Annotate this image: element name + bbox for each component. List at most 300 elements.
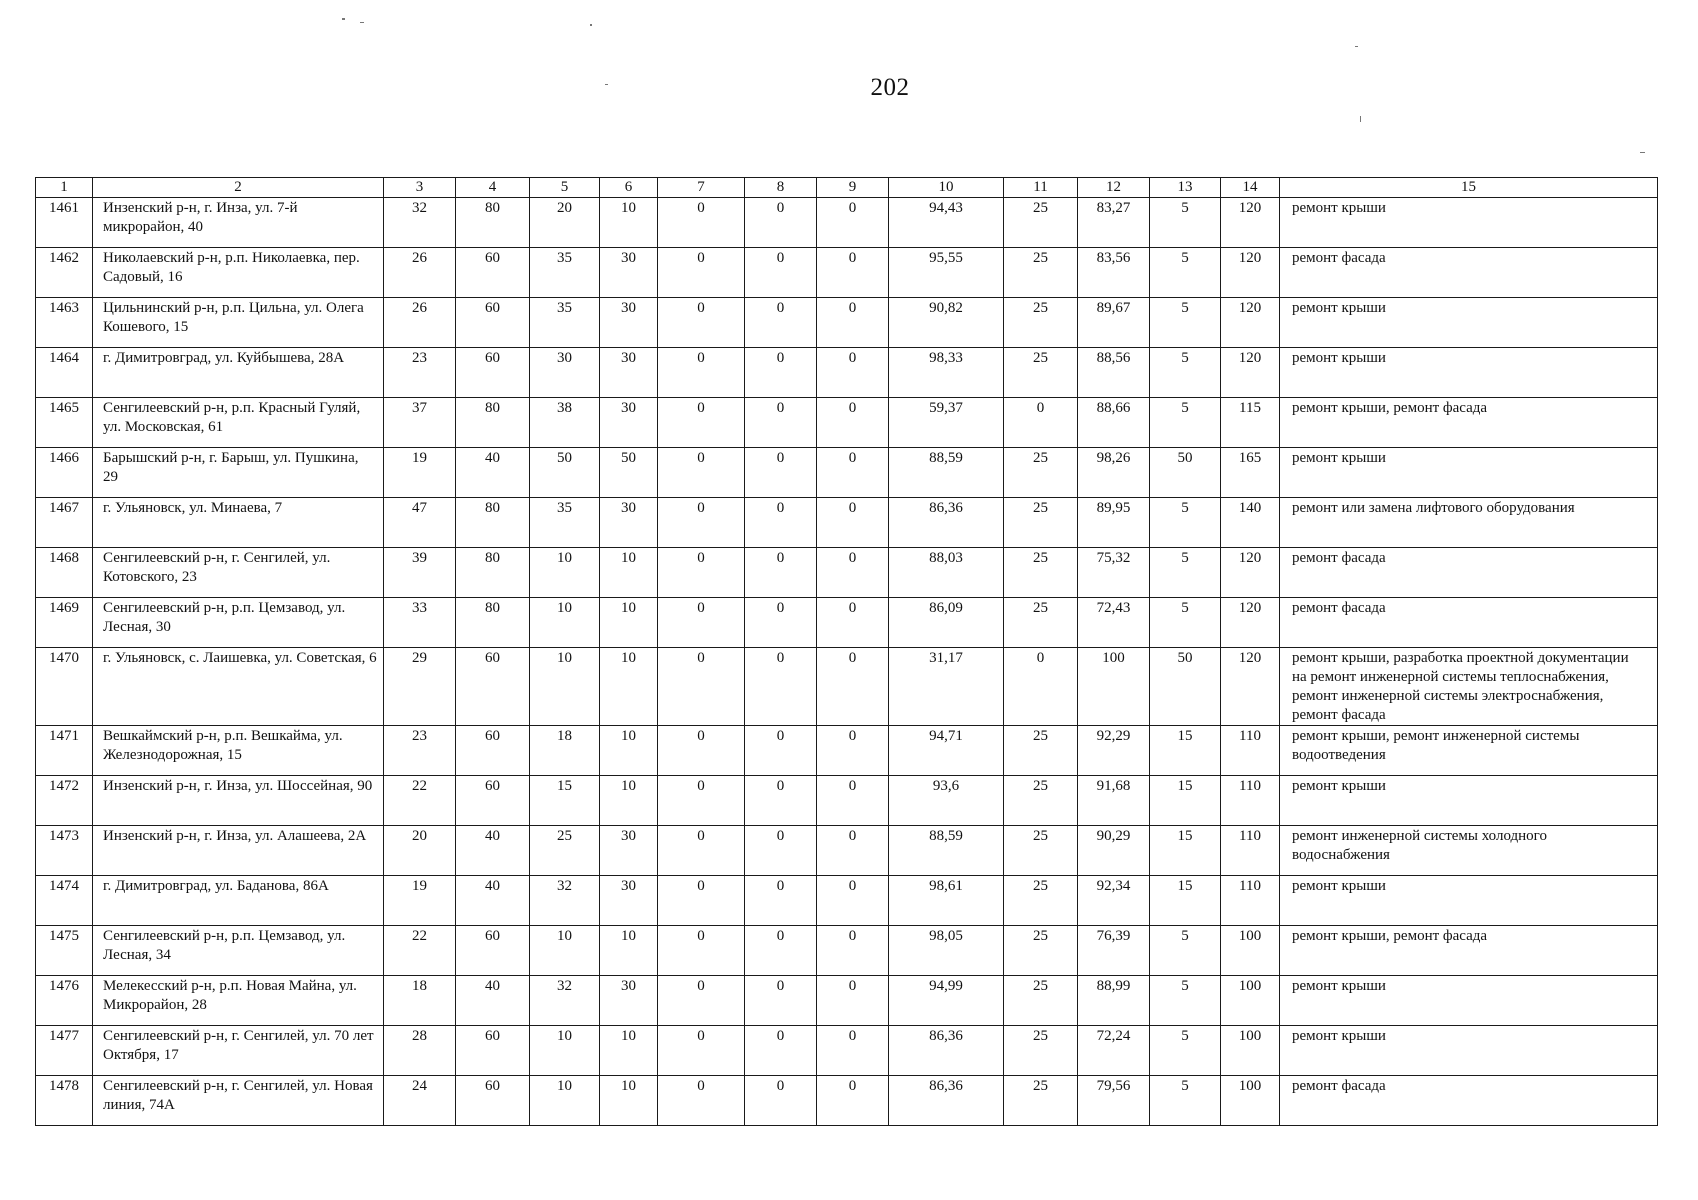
value-cell: 50: [600, 448, 658, 498]
value-cell: 0: [817, 976, 889, 1026]
works-cell: ремонт крыши: [1280, 448, 1658, 498]
value-cell: 35: [530, 298, 600, 348]
value-cell: 30: [600, 348, 658, 398]
value-cell: 0: [1004, 398, 1078, 448]
value-cell: 60: [456, 348, 530, 398]
value-cell: 60: [456, 298, 530, 348]
column-header: 2: [93, 178, 384, 198]
value-cell: 5: [1150, 248, 1221, 298]
row-number-cell: 1465: [36, 398, 93, 448]
value-cell: 50: [530, 448, 600, 498]
value-cell: 10: [600, 548, 658, 598]
value-cell: 0: [658, 926, 745, 976]
value-cell: 10: [530, 1026, 600, 1076]
scan-speck: [1640, 152, 1645, 153]
value-cell: 0: [658, 248, 745, 298]
repair-registry-table: [35, 177, 1658, 1126]
value-cell: 25: [1004, 448, 1078, 498]
value-cell: 15: [1150, 726, 1221, 776]
address-cell: Сенгилеевский р-н, р.п. Красный Гуляй, ул. Московская, 61: [93, 398, 384, 448]
value-cell: 15: [1150, 826, 1221, 876]
works-cell: ремонт фасада: [1280, 248, 1658, 298]
value-cell: 10: [530, 926, 600, 976]
value-cell: 120: [1221, 198, 1280, 248]
column-header: 5: [530, 178, 600, 198]
address-cell: Сенгилеевский р-н, р.п. Цемзавод, ул. Лесная, 34: [93, 926, 384, 976]
value-cell: 10: [530, 598, 600, 648]
value-cell: 94,71: [889, 726, 1004, 776]
value-cell: 80: [456, 548, 530, 598]
value-cell: 18: [384, 976, 456, 1026]
value-cell: 0: [745, 648, 817, 726]
works-cell: ремонт крыши, разработка проектной документации на ремонт инженерной системы теплоснабжения, ремонт инженерной системы электроснабжения, ремонт фасада: [1280, 648, 1658, 726]
value-cell: 90,29: [1078, 826, 1150, 876]
value-cell: 110: [1221, 826, 1280, 876]
value-cell: 83,56: [1078, 248, 1150, 298]
address-cell: г. Димитровград, ул. Баданова, 86А: [93, 876, 384, 926]
value-cell: 120: [1221, 298, 1280, 348]
value-cell: 5: [1150, 926, 1221, 976]
value-cell: 0: [658, 1026, 745, 1076]
value-cell: 0: [658, 398, 745, 448]
table-row: [36, 298, 1658, 348]
value-cell: 60: [456, 648, 530, 726]
column-header: 8: [745, 178, 817, 198]
row-number-cell: 1466: [36, 448, 93, 498]
value-cell: 0: [817, 448, 889, 498]
value-cell: 32: [530, 976, 600, 1026]
value-cell: 120: [1221, 598, 1280, 648]
value-cell: 30: [600, 298, 658, 348]
value-cell: 88,56: [1078, 348, 1150, 398]
works-cell: ремонт фасада: [1280, 598, 1658, 648]
value-cell: 0: [817, 726, 889, 776]
value-cell: 0: [817, 248, 889, 298]
row-number-cell: 1475: [36, 926, 93, 976]
works-cell: ремонт крыши: [1280, 776, 1658, 826]
value-cell: 92,34: [1078, 876, 1150, 926]
value-cell: 140: [1221, 498, 1280, 548]
value-cell: 0: [817, 1076, 889, 1126]
value-cell: 120: [1221, 648, 1280, 726]
value-cell: 0: [745, 498, 817, 548]
value-cell: 0: [745, 976, 817, 1026]
row-number-cell: 1462: [36, 248, 93, 298]
value-cell: 25: [1004, 876, 1078, 926]
value-cell: 25: [1004, 498, 1078, 548]
value-cell: 0: [817, 926, 889, 976]
value-cell: 94,99: [889, 976, 1004, 1026]
scan-speck: [342, 18, 345, 20]
column-header: 9: [817, 178, 889, 198]
value-cell: 60: [456, 776, 530, 826]
table-row: [36, 976, 1658, 1026]
value-cell: 40: [456, 876, 530, 926]
value-cell: 30: [600, 876, 658, 926]
value-cell: 0: [745, 726, 817, 776]
row-number-cell: 1468: [36, 548, 93, 598]
address-cell: Инзенский р-н, г. Инза, ул. Шоссейная, 90: [93, 776, 384, 826]
value-cell: 10: [530, 548, 600, 598]
value-cell: 0: [745, 926, 817, 976]
value-cell: 90,82: [889, 298, 1004, 348]
value-cell: 0: [658, 1076, 745, 1126]
value-cell: 0: [817, 398, 889, 448]
value-cell: 35: [530, 248, 600, 298]
value-cell: 0: [658, 448, 745, 498]
value-cell: 22: [384, 926, 456, 976]
table-row: [36, 498, 1658, 548]
value-cell: 32: [530, 876, 600, 926]
value-cell: 0: [745, 826, 817, 876]
value-cell: 0: [817, 648, 889, 726]
value-cell: 25: [1004, 348, 1078, 398]
value-cell: 0: [745, 448, 817, 498]
value-cell: 0: [658, 726, 745, 776]
value-cell: 5: [1150, 548, 1221, 598]
address-cell: Николаевский р-н, р.п. Николаевка, пер. Садовый, 16: [93, 248, 384, 298]
value-cell: 110: [1221, 726, 1280, 776]
column-header: 14: [1221, 178, 1280, 198]
page-number: 202: [870, 74, 910, 101]
value-cell: 0: [817, 776, 889, 826]
value-cell: 25: [1004, 598, 1078, 648]
value-cell: 5: [1150, 1076, 1221, 1126]
value-cell: 26: [384, 298, 456, 348]
value-cell: 79,56: [1078, 1076, 1150, 1126]
value-cell: 0: [817, 826, 889, 876]
works-cell: ремонт фасада: [1280, 548, 1658, 598]
column-header: 4: [456, 178, 530, 198]
table-row: [36, 598, 1658, 648]
value-cell: 60: [456, 248, 530, 298]
value-cell: 10: [600, 1076, 658, 1126]
value-cell: 25: [530, 826, 600, 876]
address-cell: Барышский р-н, г. Барыш, ул. Пушкина, 29: [93, 448, 384, 498]
value-cell: 0: [658, 348, 745, 398]
value-cell: 115: [1221, 398, 1280, 448]
value-cell: 50: [1150, 648, 1221, 726]
value-cell: 88,66: [1078, 398, 1150, 448]
address-cell: г. Ульяновск, ул. Минаева, 7: [93, 498, 384, 548]
value-cell: 29: [384, 648, 456, 726]
row-number-cell: 1473: [36, 826, 93, 876]
row-number-cell: 1474: [36, 876, 93, 926]
works-cell: ремонт крыши: [1280, 298, 1658, 348]
table-row: [36, 348, 1658, 398]
value-cell: 38: [530, 398, 600, 448]
table-body: [36, 198, 1658, 1126]
value-cell: 10: [600, 726, 658, 776]
value-cell: 23: [384, 726, 456, 776]
value-cell: 30: [600, 498, 658, 548]
column-header: 11: [1004, 178, 1078, 198]
value-cell: 0: [658, 826, 745, 876]
scan-speck: [1360, 116, 1361, 122]
value-cell: 25: [1004, 1076, 1078, 1126]
value-cell: 0: [817, 348, 889, 398]
table-row: [36, 398, 1658, 448]
value-cell: 19: [384, 448, 456, 498]
value-cell: 86,36: [889, 1076, 1004, 1126]
value-cell: 120: [1221, 348, 1280, 398]
column-header: 15: [1280, 178, 1658, 198]
value-cell: 0: [658, 976, 745, 1026]
value-cell: 25: [1004, 1026, 1078, 1076]
value-cell: 0: [745, 198, 817, 248]
value-cell: 0: [745, 548, 817, 598]
value-cell: 0: [817, 1026, 889, 1076]
value-cell: 39: [384, 548, 456, 598]
address-cell: Цильнинский р-н, р.п. Цильна, ул. Олега Кошевого, 15: [93, 298, 384, 348]
value-cell: 10: [600, 776, 658, 826]
value-cell: 18: [530, 726, 600, 776]
value-cell: 0: [658, 598, 745, 648]
row-number-cell: 1461: [36, 198, 93, 248]
column-number-row: [36, 178, 1658, 198]
value-cell: 0: [817, 198, 889, 248]
value-cell: 24: [384, 1076, 456, 1126]
value-cell: 5: [1150, 198, 1221, 248]
value-cell: 98,61: [889, 876, 1004, 926]
value-cell: 0: [658, 298, 745, 348]
value-cell: 0: [1004, 648, 1078, 726]
table-row: [36, 876, 1658, 926]
value-cell: 86,09: [889, 598, 1004, 648]
value-cell: 60: [456, 1026, 530, 1076]
works-cell: ремонт крыши: [1280, 976, 1658, 1026]
value-cell: 91,68: [1078, 776, 1150, 826]
value-cell: 0: [745, 248, 817, 298]
value-cell: 10: [530, 1076, 600, 1126]
value-cell: 40: [456, 448, 530, 498]
value-cell: 89,67: [1078, 298, 1150, 348]
value-cell: 5: [1150, 976, 1221, 1026]
value-cell: 60: [456, 726, 530, 776]
row-number-cell: 1469: [36, 598, 93, 648]
value-cell: 31,17: [889, 648, 1004, 726]
value-cell: 5: [1150, 348, 1221, 398]
value-cell: 0: [658, 548, 745, 598]
value-cell: 10: [530, 648, 600, 726]
value-cell: 25: [1004, 198, 1078, 248]
value-cell: 5: [1150, 298, 1221, 348]
value-cell: 80: [456, 198, 530, 248]
works-cell: ремонт инженерной системы холодного водоснабжения: [1280, 826, 1658, 876]
value-cell: 10: [600, 1026, 658, 1076]
table-row: [36, 926, 1658, 976]
value-cell: 0: [745, 1026, 817, 1076]
row-number-cell: 1463: [36, 298, 93, 348]
value-cell: 25: [1004, 298, 1078, 348]
value-cell: 19: [384, 876, 456, 926]
value-cell: 0: [658, 648, 745, 726]
value-cell: 59,37: [889, 398, 1004, 448]
value-cell: 0: [817, 498, 889, 548]
value-cell: 95,55: [889, 248, 1004, 298]
works-cell: ремонт крыши, ремонт фасада: [1280, 926, 1658, 976]
value-cell: 25: [1004, 926, 1078, 976]
value-cell: 40: [456, 826, 530, 876]
table-row: [36, 548, 1658, 598]
address-cell: Мелекесский р-н, р.п. Новая Майна, ул. Микрорайон, 28: [93, 976, 384, 1026]
value-cell: 75,32: [1078, 548, 1150, 598]
value-cell: 120: [1221, 548, 1280, 598]
value-cell: 40: [456, 976, 530, 1026]
value-cell: 25: [1004, 776, 1078, 826]
value-cell: 120: [1221, 248, 1280, 298]
value-cell: 50: [1150, 448, 1221, 498]
value-cell: 20: [530, 198, 600, 248]
works-cell: ремонт крыши: [1280, 348, 1658, 398]
value-cell: 10: [600, 648, 658, 726]
value-cell: 23: [384, 348, 456, 398]
works-cell: ремонт крыши: [1280, 198, 1658, 248]
value-cell: 0: [658, 198, 745, 248]
value-cell: 89,95: [1078, 498, 1150, 548]
value-cell: 5: [1150, 1026, 1221, 1076]
column-header: 12: [1078, 178, 1150, 198]
value-cell: 80: [456, 598, 530, 648]
value-cell: 32: [384, 198, 456, 248]
address-cell: г. Димитровград, ул. Куйбышева, 28А: [93, 348, 384, 398]
table-row: [36, 648, 1658, 726]
table-row: [36, 726, 1658, 776]
value-cell: 100: [1221, 976, 1280, 1026]
value-cell: 25: [1004, 248, 1078, 298]
address-cell: Инзенский р-н, г. Инза, ул. Алашеева, 2А: [93, 826, 384, 876]
value-cell: 15: [1150, 876, 1221, 926]
value-cell: 15: [1150, 776, 1221, 826]
works-cell: ремонт крыши, ремонт инженерной системы водоотведения: [1280, 726, 1658, 776]
value-cell: 10: [600, 926, 658, 976]
value-cell: 25: [1004, 548, 1078, 598]
column-header: 6: [600, 178, 658, 198]
column-header: 7: [658, 178, 745, 198]
works-cell: ремонт фасада: [1280, 1076, 1658, 1126]
value-cell: 100: [1221, 1026, 1280, 1076]
row-number-cell: 1467: [36, 498, 93, 548]
row-number-cell: 1472: [36, 776, 93, 826]
table-row: [36, 1076, 1658, 1126]
value-cell: 0: [745, 776, 817, 826]
table-row: [36, 198, 1658, 248]
value-cell: 0: [745, 598, 817, 648]
value-cell: 88,99: [1078, 976, 1150, 1026]
value-cell: 98,26: [1078, 448, 1150, 498]
value-cell: 92,29: [1078, 726, 1150, 776]
value-cell: 47: [384, 498, 456, 548]
works-cell: ремонт крыши, ремонт фасада: [1280, 398, 1658, 448]
row-number-cell: 1471: [36, 726, 93, 776]
value-cell: 80: [456, 498, 530, 548]
row-number-cell: 1470: [36, 648, 93, 726]
value-cell: 80: [456, 398, 530, 448]
value-cell: 86,36: [889, 1026, 1004, 1076]
table-row: [36, 776, 1658, 826]
scan-speck: [360, 22, 364, 23]
address-cell: г. Ульяновск, с. Лаишевка, ул. Советская, 6: [93, 648, 384, 726]
works-cell: ремонт крыши: [1280, 876, 1658, 926]
value-cell: 76,39: [1078, 926, 1150, 976]
value-cell: 110: [1221, 876, 1280, 926]
value-cell: 10: [600, 198, 658, 248]
value-cell: 22: [384, 776, 456, 826]
value-cell: 86,36: [889, 498, 1004, 548]
value-cell: 0: [658, 876, 745, 926]
address-cell: Вешкаймский р-н, р.п. Вешкайма, ул. Железнодорожная, 15: [93, 726, 384, 776]
value-cell: 30: [530, 348, 600, 398]
scan-speck: [605, 84, 608, 85]
value-cell: 5: [1150, 598, 1221, 648]
works-cell: ремонт или замена лифтового оборудования: [1280, 498, 1658, 548]
value-cell: 165: [1221, 448, 1280, 498]
column-header: 13: [1150, 178, 1221, 198]
works-cell: ремонт крыши: [1280, 1026, 1658, 1076]
table-row: [36, 1026, 1658, 1076]
value-cell: 35: [530, 498, 600, 548]
value-cell: 33: [384, 598, 456, 648]
column-header: 1: [36, 178, 93, 198]
value-cell: 72,24: [1078, 1026, 1150, 1076]
value-cell: 93,6: [889, 776, 1004, 826]
value-cell: 100: [1221, 1076, 1280, 1126]
value-cell: 0: [745, 876, 817, 926]
value-cell: 0: [745, 348, 817, 398]
value-cell: 0: [745, 1076, 817, 1126]
value-cell: 30: [600, 398, 658, 448]
value-cell: 20: [384, 826, 456, 876]
row-number-cell: 1478: [36, 1076, 93, 1126]
table-row: [36, 448, 1658, 498]
value-cell: 110: [1221, 776, 1280, 826]
value-cell: 88,59: [889, 448, 1004, 498]
table-row: [36, 248, 1658, 298]
table-row: [36, 826, 1658, 876]
column-header: 3: [384, 178, 456, 198]
value-cell: 26: [384, 248, 456, 298]
value-cell: 37: [384, 398, 456, 448]
value-cell: 25: [1004, 726, 1078, 776]
row-number-cell: 1464: [36, 348, 93, 398]
value-cell: 0: [658, 776, 745, 826]
value-cell: 25: [1004, 826, 1078, 876]
scan-speck: [590, 24, 592, 26]
value-cell: 0: [817, 548, 889, 598]
value-cell: 98,05: [889, 926, 1004, 976]
value-cell: 98,33: [889, 348, 1004, 398]
value-cell: 30: [600, 248, 658, 298]
address-cell: Сенгилеевский р-н, г. Сенгилей, ул. Новая линия, 74А: [93, 1076, 384, 1126]
value-cell: 10: [600, 598, 658, 648]
row-number-cell: 1477: [36, 1026, 93, 1076]
address-cell: Сенгилеевский р-н, р.п. Цемзавод, ул. Лесная, 30: [93, 598, 384, 648]
value-cell: 83,27: [1078, 198, 1150, 248]
value-cell: 72,43: [1078, 598, 1150, 648]
value-cell: 0: [658, 498, 745, 548]
address-cell: Сенгилеевский р-н, г. Сенгилей, ул. Котовского, 23: [93, 548, 384, 598]
value-cell: 100: [1078, 648, 1150, 726]
value-cell: 60: [456, 1076, 530, 1126]
value-cell: 30: [600, 826, 658, 876]
value-cell: 15: [530, 776, 600, 826]
value-cell: 0: [745, 298, 817, 348]
value-cell: 30: [600, 976, 658, 1026]
value-cell: 5: [1150, 398, 1221, 448]
value-cell: 28: [384, 1026, 456, 1076]
value-cell: 25: [1004, 976, 1078, 1026]
value-cell: 0: [817, 598, 889, 648]
